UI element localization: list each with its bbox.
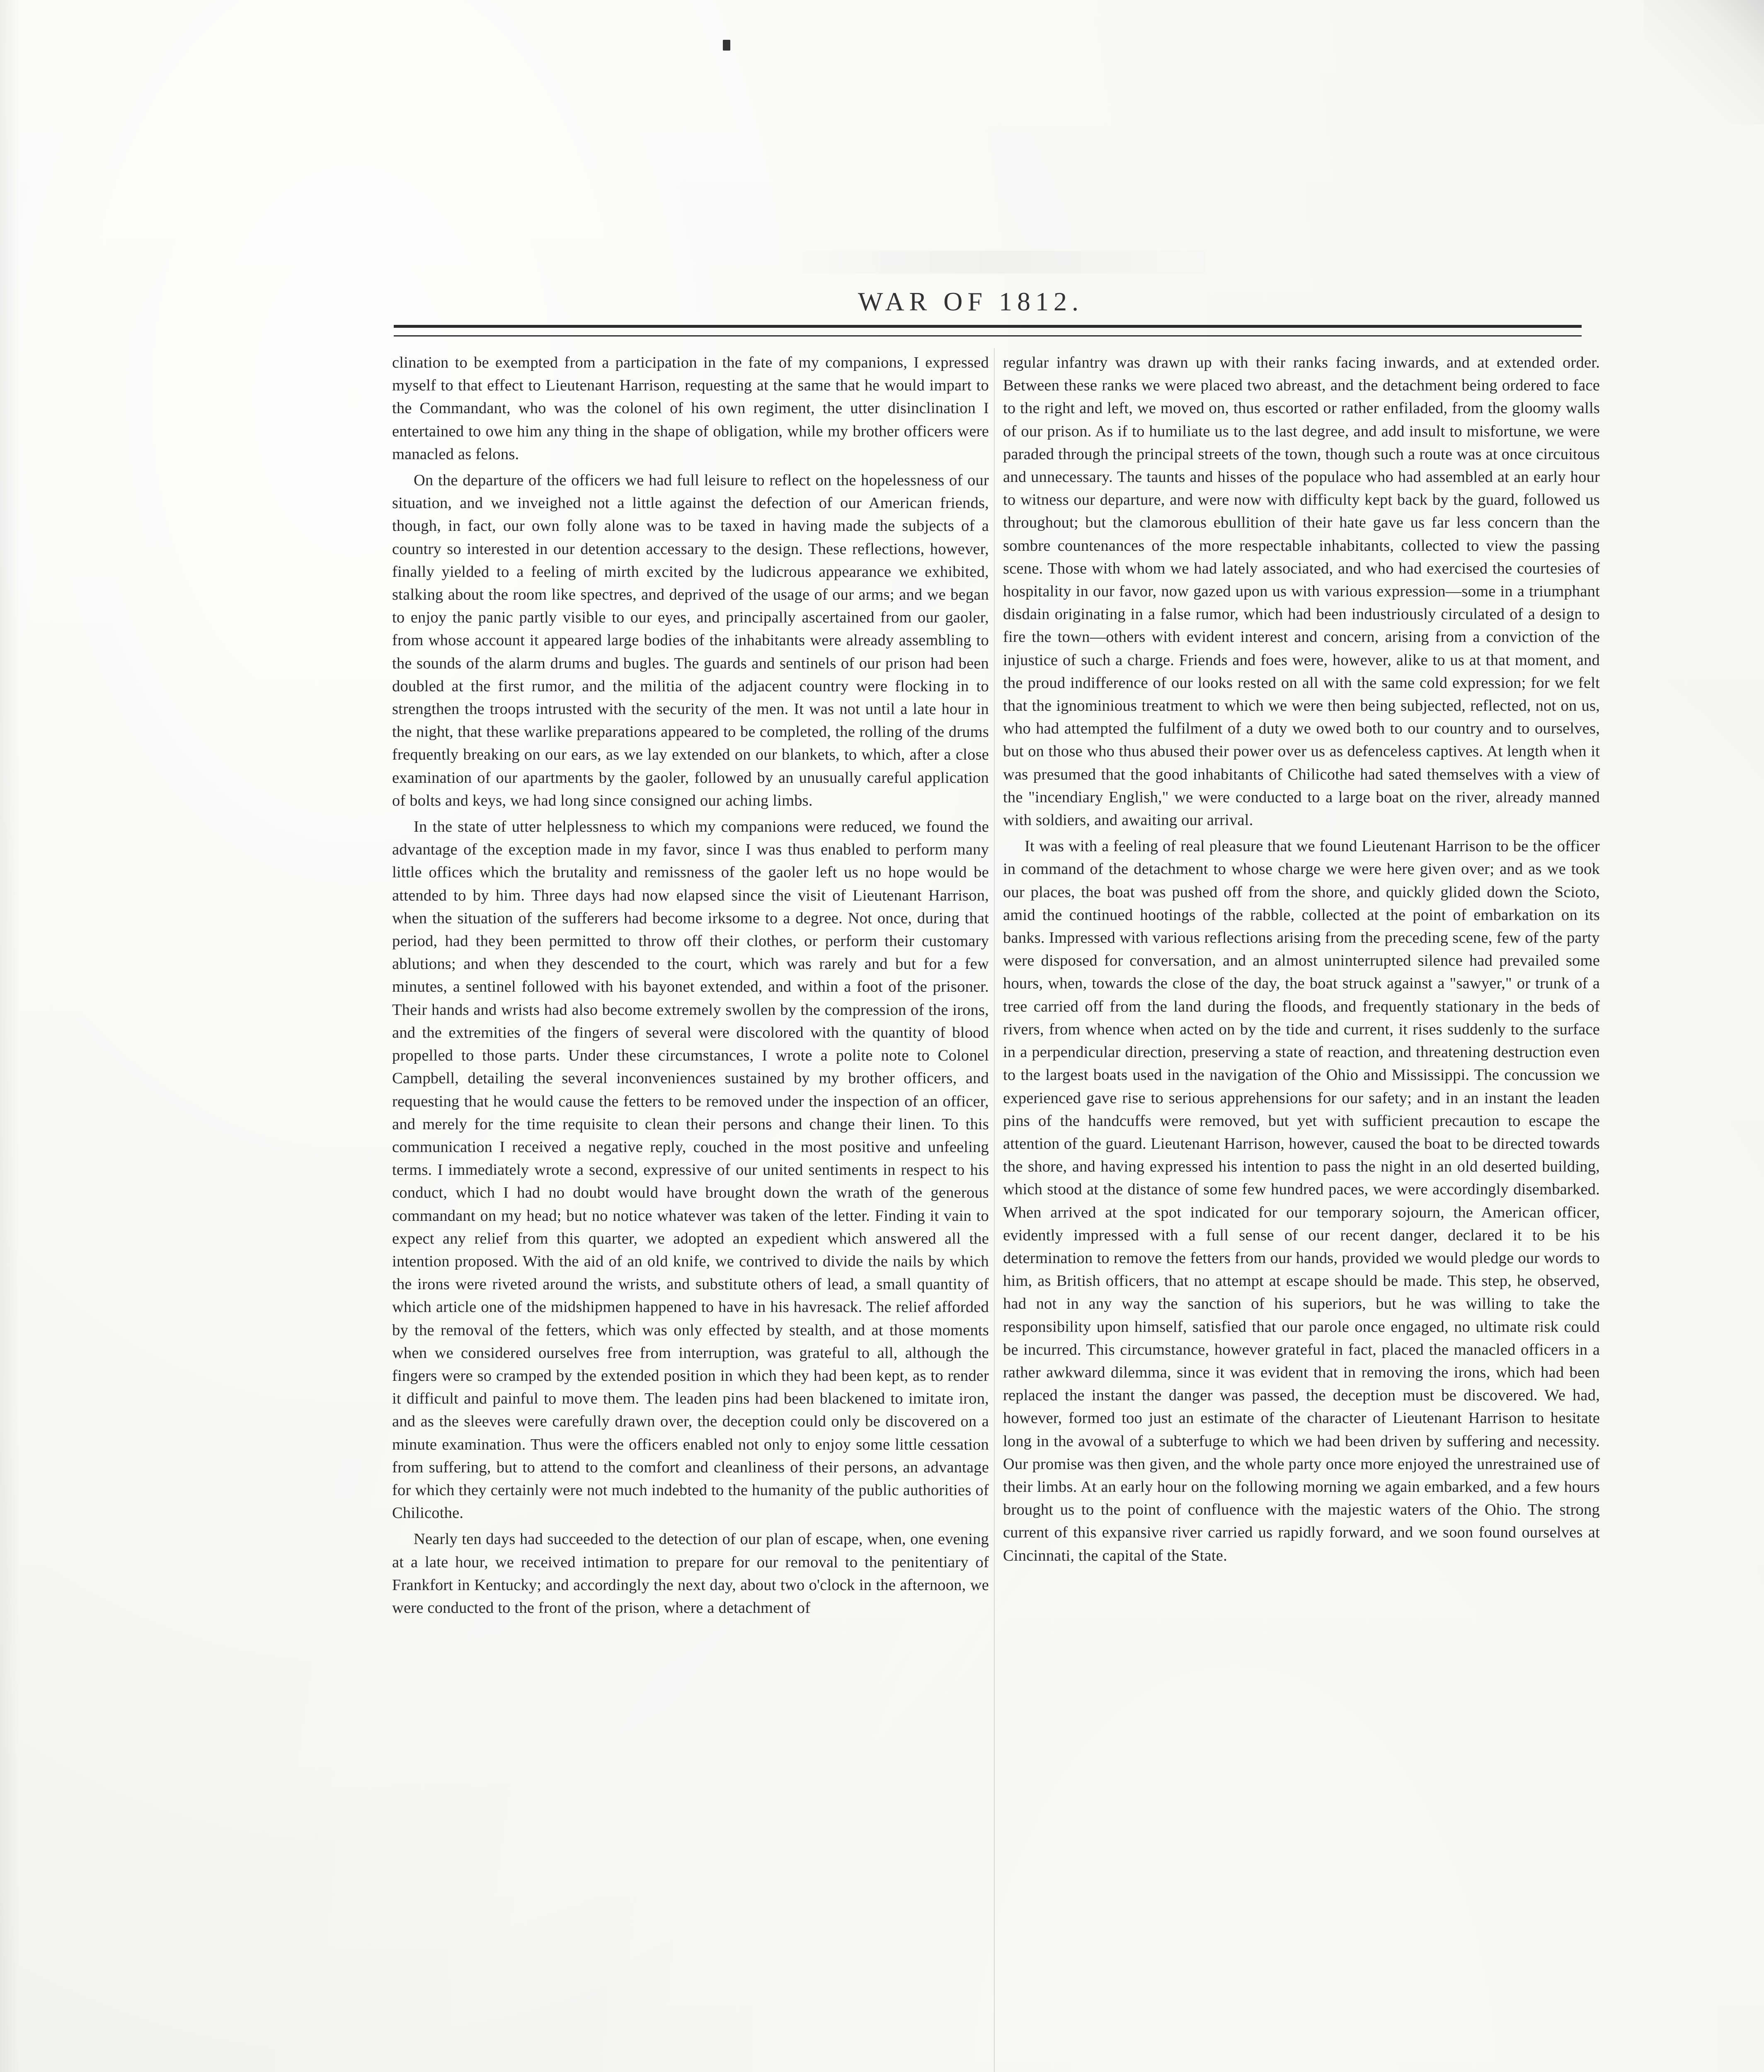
left-paragraph-3: In the state of utter helplessness to which my companions were reduced, we found the advantage of the exception made in my favor, since I was thus enabled to perform many little offices which the brutality and remissness of the gaoler left us no hope would be attended to by him. Three days had now elapsed since the visit of Lieutenant Harrison, when the situation of the sufferers had become irksome to a degree. Not once, during that period, had they been permitted to throw off their clothes, or perform their customary ablutions; and when they descended to the court, which was rarely and but for a few minutes, a sentinel followed with his bayonet extended, and within a foot of the prisoner. Their hands and wrists had also become extremely swollen by the compression of the irons, and the extremities of the fingers of several were discolored with the quantity of blood propelled to those parts. Under these circumstances, I wrote a polite note to Colonel Campbell, detailing the several inconveniences sustained by my brother officers, and requesting that he would cause the fetters to be removed under the inspection of an officer, and merely for the time requisite to clean their persons and change their linen. To this communication I received a negative reply, couched in the most positive and unfeeling terms. I immediately wrote a second, expressive of our united sentiments in respect to his conduct, which I had no doubt would have brought down the wrath of the generous commandant on my head; but no notice whatever was taken of the letter. Finding it vain to expect any relief from this quarter, we adopted an expedient which answered all the intention proposed. With the aid of an old knife, we contrived to divide the nails by which the irons were riveted around the wrists, and substitute others of lead, a small quantity of which article one of the midshipmen happened to have in his havresack. The relief afforded by the removal of the fetters, which was only effected by stealth, and at those moments when we considered ourselves free from interruption, was grateful to all, although the fingers were so cramped by the extended position in which they had been kept, as to render it difficult and painful to move them. The leaden pins had been blackened to imitate iron, and as the sleeves were carefully drawn over, the deception could only be discovered on a minute examination. Thus were the officers enabled not only to enjoy some little cessation from suffering, but to attend to the comfort and cleanliness of their persons, an advantage for which they certainly were not much indebted to the humanity of the public authorities of Chilicothe.: [392, 818, 989, 1522]
right-column: [1003, 351, 1600, 2072]
header-rule: [394, 325, 1582, 336]
right-paragraph-1: regular infantry was drawn up with their ranks facing inwards, and at extended order. Between these ranks we were placed two abreast, and the detachment being ordered to face to the right and left, we moved on, thus escorted or rather enfiladed, from the gloomy walls of our prison. As if to humiliate us to the last degree, and add insult to misfortune, we were paraded through the principal streets of the town, though such a route was at once circuitous and unnecessary. The taunts and hisses of the populace who had assembled at an early hour to witness our departure, and were now with difficulty kept back by the guard, followed us throughout; but the clamorous ebullition of their hate gave us far less concern than the sombre countenances of the more respectable inhabitants, collected to view the passing scene. Those with whom we had lately associated, and who had exercised the courtesies of hospitality in our favor, now gazed upon us with various expression—some in a triumphant disdain originating in a false rumor, which had been industriously circulated of a design to fire the town—others with evident interest and concern, arising from a conviction of the injustice of such a charge. Friends and foes were, however, alike to us at that moment, and the proud indifference of our looks rested on all with the same cold expression; for we felt that the ignominious treatment to which we were then being subjected, reflected, not on us, who had attempted the fulfilment of a duty we owed both to our country and to ourselves, but on those who thus abused their power over us as defenceless captives. At length when it was presumed that the good inhabitants of Chilicothe had sated themselves with a view of the "incendiary English," we were conducted to a large boat on the river, already manned with soldiers, and awaiting our arrival.: [1003, 354, 1600, 829]
left-paragraph-2: On the departure of the officers we had full leisure to reflect on the hopelessness of our situation, and we inveighed not a little against the defection of our American friends, though, in fact, our own folly alone was to be taxed in having made the subjects of a country so interested in our detention accessary to the design. These reflections, however, finally yielded to a feeling of mirth excited by the ludicrous appearance we exhibited, stalking about the room like spectres, and deprived of the usage of our arms; and we began to enjoy the panic partly visible to our eyes, and principally ascertained from our gaoler, from whose account it appeared large bodies of the inhabitants were already assembling to the sounds of the alarm drums and bugles. The guards and sentinels of our prison had been doubled at the first rumor, and the militia of the adjacent country were flocking in to strengthen the troops intrusted with the security of the men. It was not until a late hour in the night, that these warlike preparations appeared to be completed, the rolling of the drums frequently breaking on our ears, as we lay extended on our blankets, to which, after a close examination of our apartments by the gaoler, followed by an unusually careful application of bolts and keys, we had long since consigned our aching limbs.: [392, 472, 989, 809]
left-column: [392, 351, 989, 2072]
page-corner-fold: [1644, 0, 1764, 124]
right-paragraph-2: It was with a feeling of real pleasure that we found Lieutenant Harrison to be the officer in command of the detachment to whose charge we were here given over; and as we took our places, the boat was pushed off from the shore, and quickly glided down the Scioto, amid the continued hootings of the rabble, collected at the point of embarkation on its banks. Impressed with various reflections arising from the preceding scene, few of the party were disposed for conversation, and an almost uninterrupted silence had prevailed some hours, when, towards the close of the day, the boat struck against a "sawyer," or trunk of a tree carried off from the land during the floods, and frequently stationary in the beds of rivers, from whence when acted on by the tide and current, it rises suddenly to the surface in a perpendicular direction, preserving a state of reaction, and threatening destruction even to the largest boats used in the navigation of the Ohio and Mississippi. The concussion we experienced gave rise to serious apprehensions for our safety; and in an instant the leaden pins of the handcuffs were removed, but yet with sufficient precaution to escape the attention of the guard. Lieutenant Harrison, however, caused the boat to be directed towards the shore, and having expressed his intention to pass the night in an old deserted building, which stood at the distance of some few hundred paces, we were accordingly disembarked. When arrived at the spot indicated for our temporary sojourn, the American officer, evidently impressed with a full sense of our recent danger, declared it to be his determination to remove the fetters from our hands, provided we would pledge our words to him, as British officers, that no attempt at escape should be made. This step, he observed, had not in any way the sanction of his superiors, but he was willing to take the responsibility upon himself, satisfied that our parole once engaged, no ultimate risk could be incurred. This circumstance, however grateful in fact, placed the manacled officers in a rather awkward dilemma, since it was evident that in removing the irons, which had been replaced the instant the danger was passed, the deception must be discovered. We had, however, formed too just an estimate of the character of Lieutenant Harrison to hesitate long in the avowal of a subterfuge to which we had been driven by suffering and necessity. Our promise was then given, and the whole party once more enjoyed the unrestrained use of their limbs. At an early hour on the following morning we again embarked, and a few hours brought us to the point of confluence with the majestic waters of the Ohio. The strong current of this expansive river carried us rapidly forward, and we soon found ourselves at Cincinnati, the capital of the State.: [1003, 838, 1600, 1564]
left-paragraph-4: Nearly ten days had succeeded to the detection of our plan of escape, when, one evening at a late hour, we received intimation to prepare for our removal to the penitentiary of Frankfort in Kentucky; and accordingly the next day, about two o'clock in the afternoon, we were conducted to the front of the prison, where a detachment of: [392, 1530, 989, 1617]
page-left-shadow: [0, 0, 20, 2072]
top-margin-mark: [723, 40, 730, 51]
faded-print-band: [767, 251, 1219, 274]
left-paragraph-1: clination to be exempted from a participation in the fate of my companions, I expressed myself to that effect to Lieutenant Harrison, requesting at the same that he would impart to the Commandant, who was the colonel of his own regiment, the utter disinclination I entertained to owe him any thing in the shape of obligation, while my brother officers were manacled as felons.: [392, 354, 989, 463]
running-header: WAR OF 1812.: [858, 287, 1084, 316]
column-divider: [994, 348, 995, 2072]
